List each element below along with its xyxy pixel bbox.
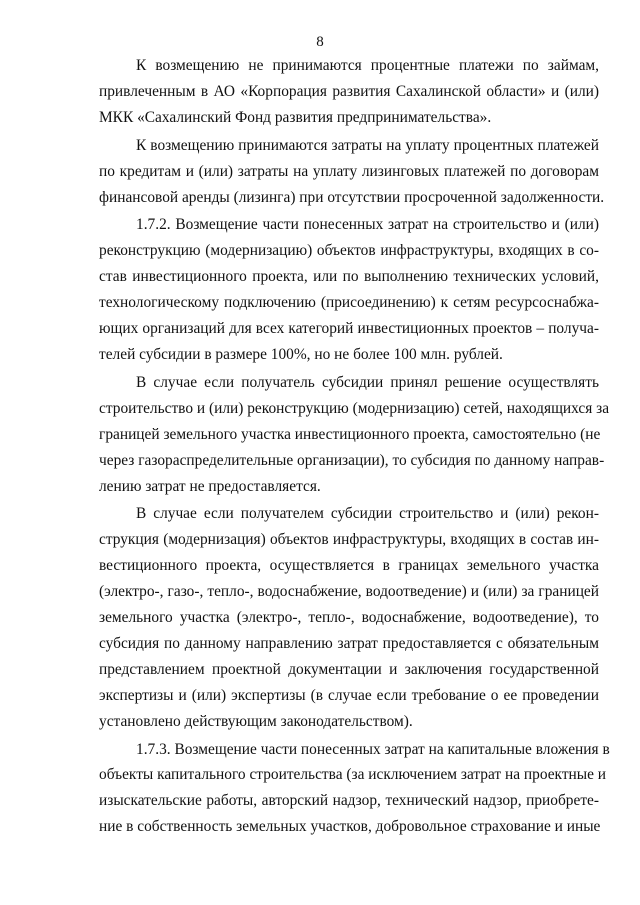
text-line: телей субсидии в размере 100%, но не более 100 млн. рублей.	[99, 345, 503, 363]
document-body	[99, 53, 610, 842]
paragraph	[99, 53, 599, 131]
text-line: привлеченным в АО «Корпорация развития Сахалинской области» и (или)	[99, 82, 599, 100]
text-line: К возмещению не принимаются процентные платежи по займам,	[136, 57, 599, 74]
text-line: по кредитам и (или) затраты на уплату лизинговых платежей по договорам	[99, 162, 599, 180]
text-line: ющих организаций для всех категорий инвестиционных проектов – получа-	[99, 320, 599, 338]
text-line: 1.7.3. Возмещение части понесенных затрат на капитальные вложения в	[136, 740, 610, 758]
text-line: экспертизы и (или) экспертизы (в случае если требование о ее проведении	[99, 686, 599, 704]
text-line: технологическому подключению (присоединению) к сетям ресурсоснабжа-	[99, 294, 599, 312]
paragraph	[99, 737, 610, 841]
text-line: объекты капитального строительства (за исключением затрат на проектные и	[99, 766, 607, 784]
text-line: вестиционного проекта, осуществляется в границах земельного участка	[99, 557, 599, 575]
text-line: через газораспределительные организации), то субсидия по данному направ-	[99, 451, 605, 469]
text-line: К возмещению принимаются затраты на уплату процентных платежей	[136, 136, 599, 154]
text-line: субсидия по данному направлению затрат предоставляется с обязательным	[99, 634, 599, 652]
text-line: струкция (модернизация) объектов инфраструктуры, входящих в состав ин-	[99, 531, 599, 549]
text-line: земельного участка (электро-, тепло-, водоснабжение, водоотведение), то	[99, 609, 599, 627]
text-line: финансовой аренды (лизинга) при отсутствии просроченной задолженности.	[99, 188, 605, 206]
text-line: МКК «Сахалинский Фонд развития предпринимательства».	[99, 108, 492, 126]
text-line: став инвестиционного проекта, или по выполнению технических условий,	[99, 268, 599, 286]
text-line: ние в собственность земельных участков, добровольное страхование и иные	[99, 818, 601, 836]
text-line: установлено действующим законодательством).	[99, 712, 413, 730]
paragraph	[99, 370, 610, 500]
page-number: 8	[316, 34, 324, 50]
text-line: реконструкцию (модернизацию) объектов инфраструктуры, входящих в со-	[99, 242, 599, 260]
text-line: строительство и (или) реконструкцию (модернизацию) сетей, находящихся за	[99, 399, 610, 417]
paragraph	[99, 212, 599, 367]
text-line: В случае если получатель субсидии принял решение осуществлять	[136, 373, 599, 391]
text-line: представлением проектной документации и заключения государственной	[99, 660, 599, 678]
text-line: В случае если получателем субсидии строительство и (или) рекон-	[136, 505, 599, 523]
text-line: лению затрат не предоставляется.	[99, 477, 321, 495]
paragraph	[99, 501, 599, 734]
text-line: (электро-, газо-, тепло-, водоснабжение, водоотведение) и (или) за границей	[99, 583, 599, 601]
text-line: 1.7.2. Возмещение части понесенных затрат на строительство и (или)	[136, 216, 599, 234]
text-line: изыскательские работы, авторский надзор, технический надзор, приобрете-	[99, 792, 599, 810]
text-line: границей земельного участка инвестиционного проекта, самостоятельно (не	[99, 425, 601, 443]
paragraph	[99, 133, 605, 211]
